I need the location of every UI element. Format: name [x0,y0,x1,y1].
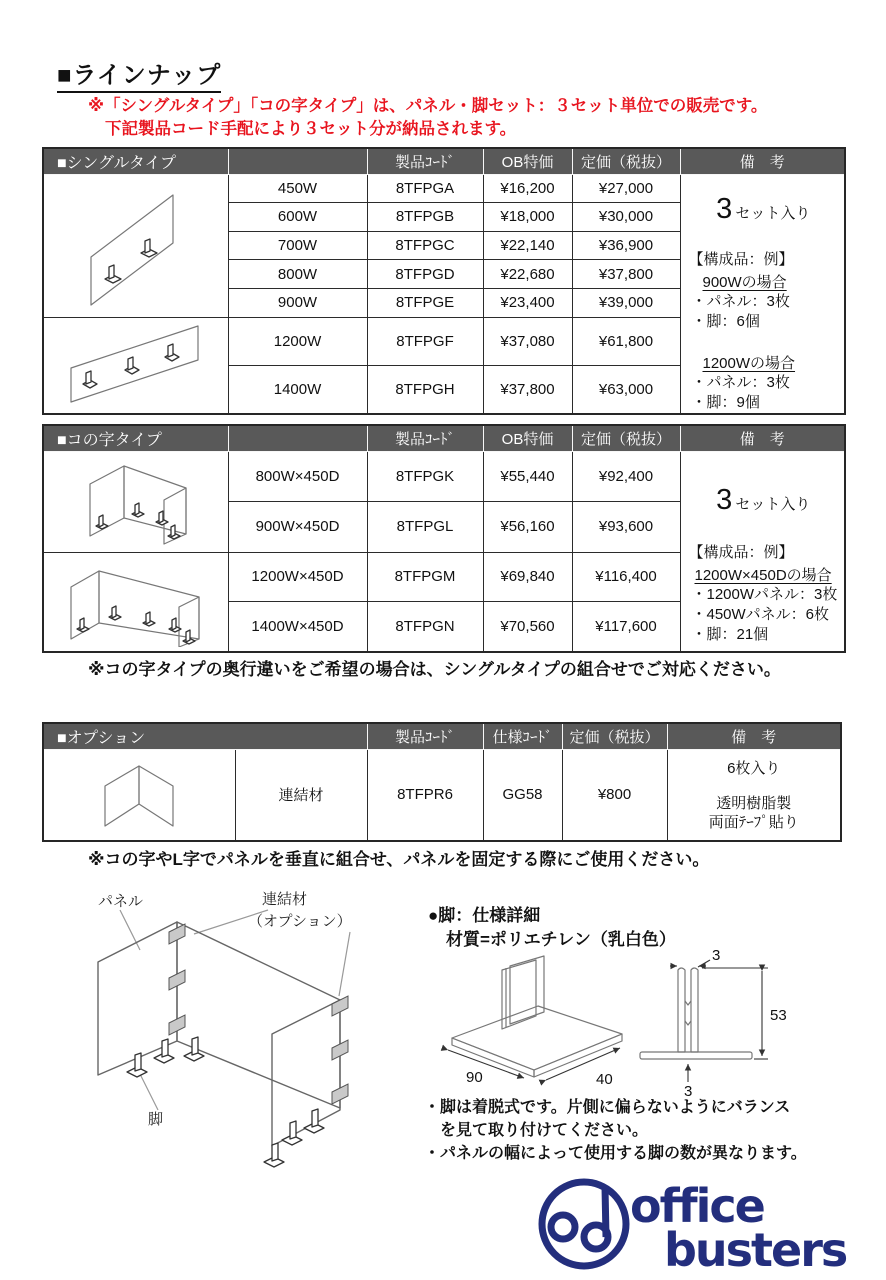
ushape-wide-illustration [43,552,228,652]
ushape-small-drawing [56,452,216,548]
remarks-header: 備 考 [680,148,845,174]
ushape-type-table [42,424,846,653]
ushape-small-illustration [43,451,228,552]
office-busters-logo [526,1176,882,1276]
remarks-header: 備 考 [667,723,841,749]
example-case: 900Wの場合 [702,273,787,291]
dim-slot-3: 3 [712,947,721,964]
page-title: ■ラインナップ [57,55,221,93]
ob-price-header: OB特価 [483,148,572,174]
leg-spec-material: 材質=ポリエチレン（乳白色） [446,930,676,949]
option-remarks-cell: 6枚入り 透明樹脂製 両面ﾃｰﾌﾟ貼り [667,749,841,841]
size-cell: 800W×450D [228,451,367,501]
list-price-cell: ¥800 [562,749,667,841]
connector-label: 連結材 [262,891,308,908]
ushape-remarks-cell: 3 セット入り 【構成品：例】 1200W×450Dの場合 ・1200Wパネル：3枚 ・450Wパネル：6枚 ・脚：21個 [680,451,845,652]
connector-drawing [79,752,199,834]
product-code-cell: 8TFPGA [367,174,483,203]
ob-price-cell: ¥16,200 [483,174,572,203]
ob-price-cell: ¥55,440 [483,451,572,501]
leg-iso-diagram [438,950,638,1092]
example-heading: 【構成品：例】 [688,543,794,561]
table-row [43,451,845,501]
example-case: 1200W×450Dの場合 [694,566,832,584]
size-column-header [228,425,367,451]
list-price-header: 定価（税抜） [572,148,680,174]
panel-small-drawing [61,175,211,313]
table-row: 900W 8TFPGE ¥23,400 ¥39,000 [43,288,845,317]
assembly-diagram [62,888,362,1183]
product-code-header: 製品ｺｰﾄﾞ [367,148,483,174]
leg-note-line: ・パネルの幅によって使用する脚の数が異なります。 [424,1145,807,1162]
leg-spec-title: ●脚：仕様詳細 [428,906,541,925]
table-row: 1200W 8TFPGF ¥37,080 ¥61,800 [43,317,845,365]
panel-label: パネル [98,893,144,910]
spec-code-header: 仕様ｺｰﾄﾞ [483,723,562,749]
option-table [42,722,842,842]
table-row [43,749,841,841]
table-row: 700W 8TFPGC ¥22,140 ¥36,900 [43,231,845,260]
logo-mark [542,1182,626,1266]
sales-notice-line-1: ※「シングルタイプ」「コの字タイプ」は、パネル・脚セット：３セット単位での販売です。 [88,97,768,115]
single-table-title: ■シングルタイプ [43,148,228,174]
list-price-cell: ¥92,400 [572,451,680,501]
single-type-table [42,147,846,415]
list-price-header: 定価（税抜） [562,723,667,749]
set-count-line: 3 セット入り [716,483,811,516]
ushape-table-title: ■コの字タイプ [43,425,228,451]
ob-price-header: OB特価 [483,425,572,451]
leg-cross-section-diagram [626,946,796,1098]
dim-base-3: 3 [684,1083,693,1098]
list-price-header: 定価（税抜） [572,425,680,451]
example-case: 1200Wの場合 [702,354,796,372]
size-column-header [228,148,367,174]
product-code-header: 製品ｺｰﾄﾞ [367,425,483,451]
set-count-line: 3 セット入り [716,192,811,225]
table-row [43,174,845,203]
logo-word-office: office [630,1179,764,1233]
table-row: 900W×450D 8TFPGL ¥56,160 ¥93,600 [43,501,845,552]
leg-label: 脚 [148,1111,164,1128]
table-row: 1400W 8TFPGH ¥37,800 ¥63,000 [43,365,845,413]
size-cell: 450W [228,174,367,203]
connector-illustration [43,749,235,841]
product-code-cell: 8TFPR6 [367,749,483,841]
wide-panel-illustration [43,317,228,414]
list-price-cell: ¥27,000 [572,174,680,203]
leg-note-line: を見て取り付けてください。 [424,1122,649,1139]
dim-40: 40 [596,1071,613,1088]
option-name-cell: 連結材 [235,749,367,841]
single-panel-illustration [43,174,228,317]
table-row: 600W 8TFPGB ¥18,000 ¥30,000 [43,203,845,232]
dim-90: 90 [466,1069,483,1086]
table-row: 1400W×450D 8TFPGN ¥70,560 ¥117,600 [43,601,845,651]
single-remarks-cell: 3 セット入り 【構成品：例】 900Wの場合 ・パネル：3枚 ・脚：6個 1200Wの場合 ・パネル：3枚 ・脚：9個 [680,174,845,414]
table-row: 1200W×450D 8TFPGM ¥69,840 ¥116,400 [43,552,845,601]
option-note: ※コの字やL字でパネルを垂直に組合せ、パネルを固定する際にご使用ください。 [88,850,710,869]
ushape-wide-drawing [51,553,221,647]
leg-usage-notes [424,1096,807,1165]
example-heading: 【構成品：例】 [688,250,794,268]
product-code-cell: 8TFPGK [367,451,483,501]
spec-code-cell: GG58 [483,749,562,841]
connector-sub-label: （オプション） [248,913,352,930]
sales-notice-line-2: 下記製品コード手配により３セット分が納品されます。 [105,120,517,138]
table-row: 800W 8TFPGD ¥22,680 ¥37,800 [43,260,845,289]
remarks-header: 備 考 [680,425,845,451]
logo-word-busters: busters [664,1223,847,1276]
option-table-title: ■オプション [43,723,367,749]
product-code-header: 製品ｺｰﾄﾞ [367,723,483,749]
ushape-note: ※コの字タイプの奥行違いをご希望の場合は、シングルタイプの組合せでご対応ください。 [88,660,781,679]
leg-note-line: ・脚は着脱式です。片側に偏らないようにバランス [424,1099,791,1116]
panel-wide-drawing [53,318,218,408]
dim-53: 53 [770,1007,787,1024]
